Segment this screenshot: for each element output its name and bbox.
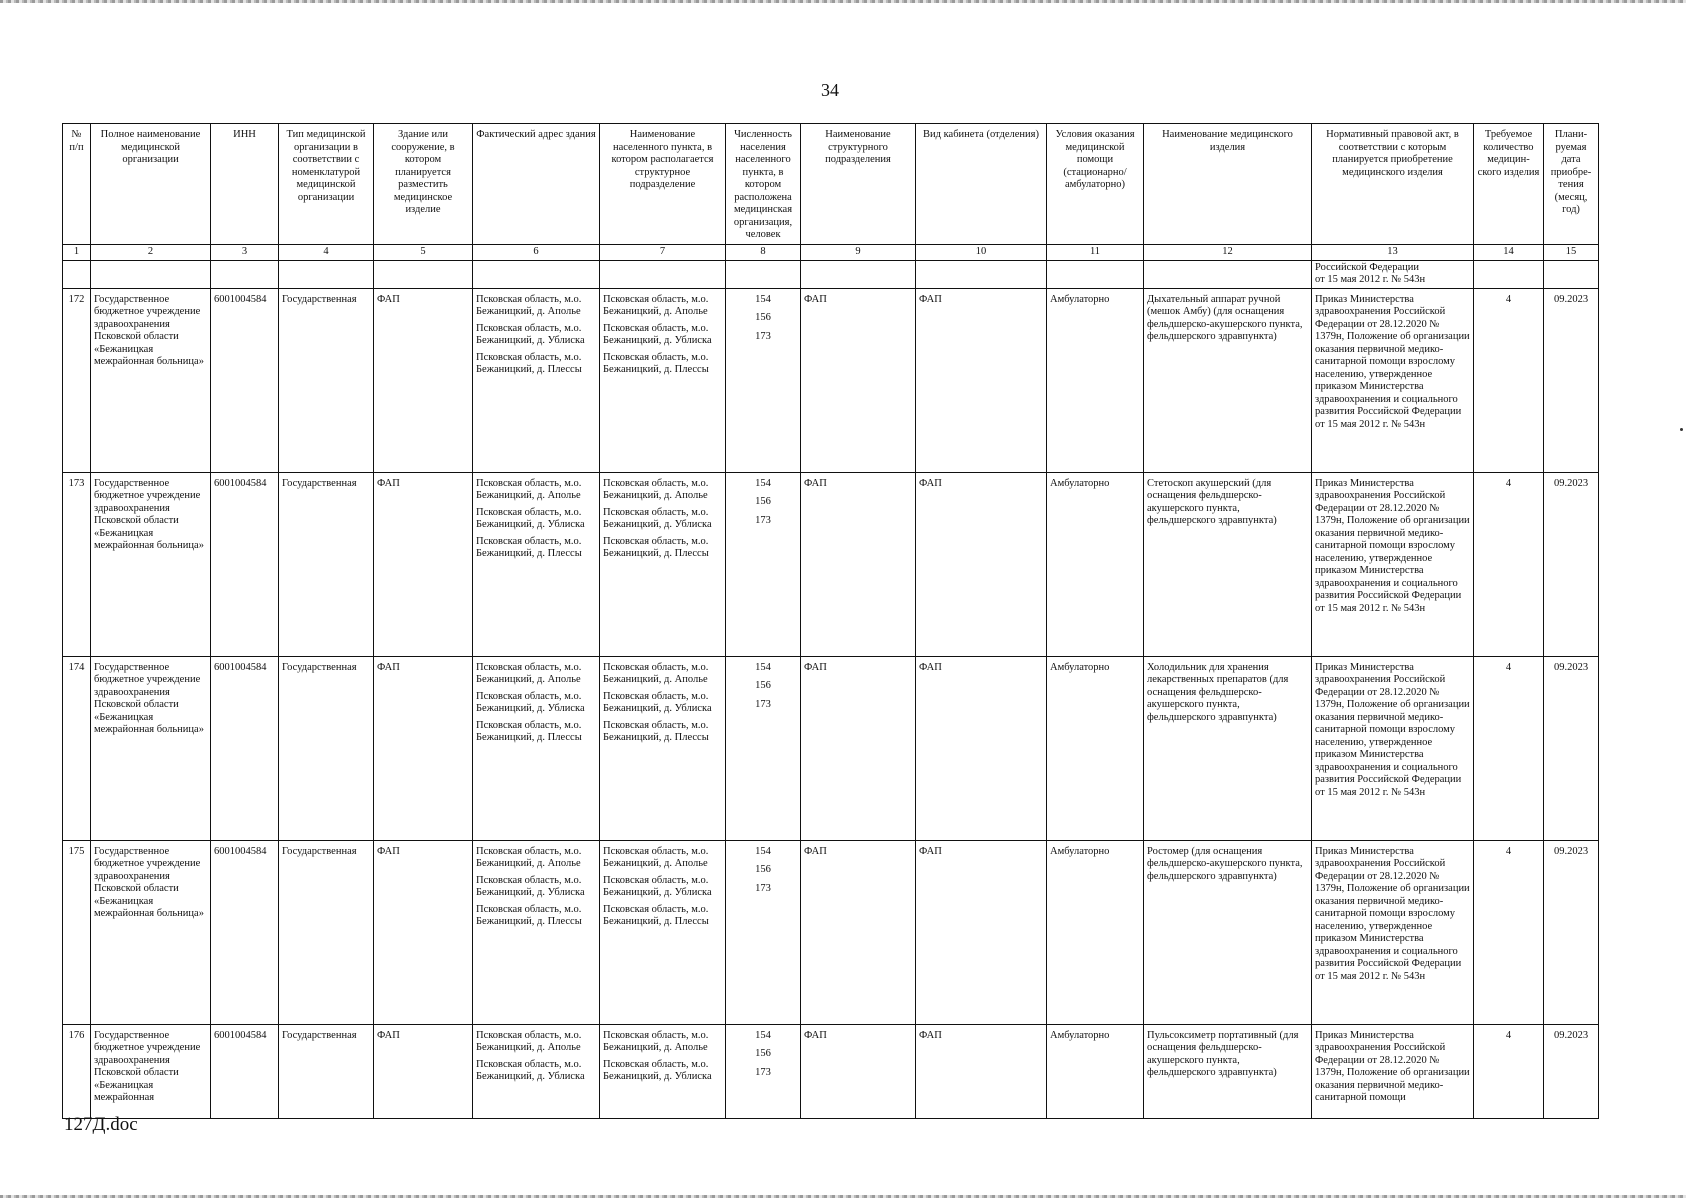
- population: [726, 1024, 801, 1118]
- quantity: 4: [1474, 472, 1544, 656]
- column-number: 9: [801, 245, 916, 261]
- device-name: Дыхательный аппарат ручной (мешок Амбу) (для оснащения фельдшерско-акушерского пункта, фельдшерского здравпункта): [1144, 288, 1312, 472]
- legal-act: Приказ Министерства здравоохранения Российской Федерации от 28.12.2020 № 1379н, Положение об организации оказания первичной медико-санитарной помощи взрослому населению, утвержденное приказом Министерства здравоохранения и социального развития Российской Федерации от 15 мая 2012 г. № 543н: [1312, 840, 1474, 1024]
- address: Псковская область, м.о. Бежаницкий, д. Ублиска: [476, 1058, 585, 1082]
- column-number: 11: [1047, 245, 1144, 261]
- empty-cell: [91, 260, 211, 288]
- column-number: 4: [279, 245, 374, 261]
- table-row: [63, 472, 1599, 656]
- device-name: Холодильник для хранения лекарственных препаратов (для оснащения фельдшерско-акушерского пункта, фельдшерского здравпункта): [1144, 656, 1312, 840]
- address: Псковская область, м.о. Бежаницкий, д. Плессы: [476, 719, 582, 743]
- address: Псковская область, м.о. Бежаницкий, д. Аполье: [476, 293, 582, 317]
- table-row: [63, 1024, 1599, 1118]
- table-row: [63, 656, 1599, 840]
- settlements: [600, 1024, 726, 1118]
- device-name: Пульсоксиметр портативный (для оснащения фельдшерско-акушерского пункта, фельдшерского здравпункта): [1144, 1024, 1312, 1118]
- structural-unit: ФАП: [801, 472, 916, 656]
- population: [726, 472, 801, 656]
- row-number: 174: [63, 656, 91, 840]
- quantity: 4: [1474, 1024, 1544, 1118]
- address: Псковская область, м.о. Бежаницкий, д. Ублиска: [476, 506, 585, 530]
- address: Псковская область, м.о. Бежаницкий, д. Плессы: [476, 535, 582, 559]
- empty-cell: [473, 260, 600, 288]
- population-value: 156: [755, 312, 771, 323]
- scan-border-bottom: [0, 1195, 1686, 1198]
- column-number: 3: [211, 245, 279, 261]
- empty-cell: [1144, 260, 1312, 288]
- planned-date: 09.2023: [1544, 656, 1599, 840]
- empty-cell: [801, 260, 916, 288]
- settlement: Псковская область, м.о. Бежаницкий, д. Аполье: [603, 477, 709, 501]
- population-value: 156: [755, 1048, 771, 1059]
- address: Псковская область, м.о. Бежаницкий, д. Ублиска: [476, 322, 585, 346]
- structural-unit: ФАП: [801, 840, 916, 1024]
- population-value: 173: [755, 1066, 771, 1078]
- settlement: Псковская область, м.о. Бежаницкий, д. Аполье: [603, 661, 709, 685]
- cabinet-type: ФАП: [916, 656, 1047, 840]
- org-type: Государственная: [279, 288, 374, 472]
- settlement: Псковская область, м.о. Бежаницкий, д. Ублиска: [603, 506, 712, 530]
- legal-act: Приказ Министерства здравоохранения Российской Федерации от 28.12.2020 № 1379н, Положение об организации оказания первичной медико-санитарной помощи: [1312, 1024, 1474, 1118]
- header-cell: Требуемое количество медицин-ского изделия: [1474, 124, 1544, 245]
- header-cell: Наименование структурного подразделения: [801, 124, 916, 245]
- planned-date: 09.2023: [1544, 288, 1599, 472]
- equipment-table: [62, 123, 1599, 1119]
- population: [726, 656, 801, 840]
- building: ФАП: [374, 472, 473, 656]
- empty-cell: [374, 260, 473, 288]
- building: ФАП: [374, 1024, 473, 1118]
- row-number: 175: [63, 840, 91, 1024]
- population-value: 173: [755, 514, 771, 526]
- settlement: Псковская область, м.о. Бежаницкий, д. Ублиска: [603, 874, 712, 898]
- table-row: [63, 288, 1599, 472]
- planned-date: 09.2023: [1544, 472, 1599, 656]
- quantity: 4: [1474, 656, 1544, 840]
- table-row: [63, 840, 1599, 1024]
- column-number: 10: [916, 245, 1047, 261]
- settlement: Псковская область, м.о. Бежаницкий, д. Ублиска: [603, 1058, 712, 1082]
- header-cell: Вид кабинета (отделения): [916, 124, 1047, 245]
- device-name: Стетоскоп акушерский (для оснащения фельдшерско-акушерского пункта, фельдшерского здравпункта): [1144, 472, 1312, 656]
- header-cell: Численность населения населенного пункта, в котором расположена медицинская организация, человек: [726, 124, 801, 245]
- header-cell: № п/п: [63, 124, 91, 245]
- column-number: 6: [473, 245, 600, 261]
- org-name: Государственное бюджетное учреждение здравоохранения Псковской области «Бежаницкая межрайонная больница»: [91, 472, 211, 656]
- inn: 6001004584: [211, 840, 279, 1024]
- population-value: 154: [755, 293, 771, 305]
- empty-cell: [600, 260, 726, 288]
- address: Псковская область, м.о. Бежаницкий, д. Плессы: [476, 351, 582, 375]
- population-value: 154: [755, 661, 771, 673]
- addresses: [473, 288, 600, 472]
- header-cell: Здание или сооружение, в котором планируется разместить медицинское изделие: [374, 124, 473, 245]
- column-number: 13: [1312, 245, 1474, 261]
- header-cell: Наименование медицинского изделия: [1144, 124, 1312, 245]
- conditions: Амбулаторно: [1047, 656, 1144, 840]
- quantity: 4: [1474, 840, 1544, 1024]
- address: Псковская область, м.о. Бежаницкий, д. Ублиска: [476, 874, 585, 898]
- settlements: [600, 840, 726, 1024]
- header-cell: Полное наименование медицинской организации: [91, 124, 211, 245]
- inn: 6001004584: [211, 288, 279, 472]
- header-cell: ИНН: [211, 124, 279, 245]
- settlement: Псковская область, м.о. Бежаницкий, д. Плессы: [603, 719, 709, 743]
- empty-cell: [1544, 260, 1599, 288]
- settlements: [600, 288, 726, 472]
- cabinet-type: ФАП: [916, 840, 1047, 1024]
- conditions: Амбулаторно: [1047, 472, 1144, 656]
- planned-date: 09.2023: [1544, 1024, 1599, 1118]
- row-number: 173: [63, 472, 91, 656]
- address: Псковская область, м.о. Бежаницкий, д. Аполье: [476, 661, 582, 685]
- empty-cell: [211, 260, 279, 288]
- population-value: 156: [755, 496, 771, 507]
- empty-cell: [63, 260, 91, 288]
- structural-unit: ФАП: [801, 288, 916, 472]
- quantity: 4: [1474, 288, 1544, 472]
- population-value: 173: [755, 698, 771, 710]
- settlement: Псковская область, м.о. Бежаницкий, д. Аполье: [603, 293, 709, 317]
- column-number: 1: [63, 245, 91, 261]
- header-cell: Наименование населенного пункта, в котором располагается структурное подразделение: [600, 124, 726, 245]
- addresses: [473, 656, 600, 840]
- act-continuation-line: Российской Федерации: [1315, 261, 1419, 273]
- conditions: Амбулаторно: [1047, 1024, 1144, 1118]
- population-value: 154: [755, 477, 771, 489]
- structural-unit: ФАП: [801, 1024, 916, 1118]
- header-cell: Условия оказания медицинской помощи (стационарно/ амбулаторно): [1047, 124, 1144, 245]
- population-value: 173: [755, 882, 771, 894]
- address: Псковская область, м.о. Бежаницкий, д. Ублиска: [476, 690, 585, 714]
- document-filename: 127Д.doc: [64, 1114, 138, 1135]
- cabinet-type: ФАП: [916, 288, 1047, 472]
- settlement: Псковская область, м.о. Бежаницкий, д. Аполье: [603, 1029, 709, 1053]
- empty-cell: [916, 260, 1047, 288]
- settlement: Псковская область, м.о. Бежаницкий, д. Ублиска: [603, 690, 712, 714]
- cabinet-type: ФАП: [916, 472, 1047, 656]
- column-number: 7: [600, 245, 726, 261]
- org-type: Государственная: [279, 840, 374, 1024]
- legal-act: Приказ Министерства здравоохранения Российской Федерации от 28.12.2020 № 1379н, Положение об организации оказания первичной медико-санитарной помощи взрослому населению, утвержденное приказом Министерства здравоохранения и социального развития Российской Федерации от 15 мая 2012 г. № 543н: [1312, 288, 1474, 472]
- column-number: 12: [1144, 245, 1312, 261]
- act-continuation-line: от 15 мая 2012 г. № 543н: [1315, 274, 1426, 285]
- org-type: Государственная: [279, 656, 374, 840]
- conditions: Амбулаторно: [1047, 840, 1144, 1024]
- device-name: Ростомер (для оснащения фельдшерско-акушерского пункта, фельдшерского здравпункта): [1144, 840, 1312, 1024]
- org-name: Государственное бюджетное учреждение здравоохранения Псковской области «Бежаницкая межрайонная больница»: [91, 840, 211, 1024]
- column-number: 8: [726, 245, 801, 261]
- addresses: [473, 472, 600, 656]
- inn: 6001004584: [211, 472, 279, 656]
- population-value: 156: [755, 680, 771, 691]
- population: [726, 288, 801, 472]
- header-cell: Нормативный правовой акт, в соответствии с которым планируется приобретение медицинского изделия: [1312, 124, 1474, 245]
- population-value: 154: [755, 1029, 771, 1041]
- addresses: [473, 840, 600, 1024]
- building: ФАП: [374, 656, 473, 840]
- settlement: Псковская область, м.о. Бежаницкий, д. Плессы: [603, 535, 709, 559]
- column-number: 2: [91, 245, 211, 261]
- org-type: Государственная: [279, 1024, 374, 1118]
- org-name: Государственное бюджетное учреждение здравоохранения Псковской области «Бежаницкая межрайонная больница»: [91, 288, 211, 472]
- structural-unit: ФАП: [801, 656, 916, 840]
- empty-cell: [726, 260, 801, 288]
- inn: 6001004584: [211, 656, 279, 840]
- address: Псковская область, м.о. Бежаницкий, д. Аполье: [476, 477, 582, 501]
- act-continuation-cell: [1312, 260, 1474, 288]
- inn: 6001004584: [211, 1024, 279, 1118]
- column-number: 15: [1544, 245, 1599, 261]
- header-cell: Фактический адрес здания: [473, 124, 600, 245]
- conditions: Амбулаторно: [1047, 288, 1144, 472]
- row-number: 172: [63, 288, 91, 472]
- column-number-row: [63, 245, 1599, 261]
- empty-cell: [279, 260, 374, 288]
- column-number: 5: [374, 245, 473, 261]
- empty-cell: [1047, 260, 1144, 288]
- population-value: 156: [755, 864, 771, 875]
- cabinet-type: ФАП: [916, 1024, 1047, 1118]
- header-row: [63, 124, 1599, 245]
- empty-cell: [1474, 260, 1544, 288]
- settlement: Псковская область, м.о. Бежаницкий, д. Плессы: [603, 351, 709, 375]
- planned-date: 09.2023: [1544, 840, 1599, 1024]
- scan-speck: [1680, 428, 1683, 431]
- building: ФАП: [374, 288, 473, 472]
- address: Псковская область, м.о. Бежаницкий, д. Плессы: [476, 903, 582, 927]
- org-name: Государственное бюджетное учреждение здравоохранения Псковской области «Бежаницкая межрайонная: [91, 1024, 211, 1118]
- row-number: 176: [63, 1024, 91, 1118]
- org-name: Государственное бюджетное учреждение здравоохранения Псковской области «Бежаницкая межрайонная больница»: [91, 656, 211, 840]
- scan-border-top: [0, 0, 1686, 3]
- legal-act: Приказ Министерства здравоохранения Российской Федерации от 28.12.2020 № 1379н, Положение об организации оказания первичной медико-санитарной помощи взрослому населению, утвержденное приказом Министерства здравоохранения и социального развития Российской Федерации от 15 мая 2012 г. № 543н: [1312, 656, 1474, 840]
- building: ФАП: [374, 840, 473, 1024]
- settlement: Псковская область, м.о. Бежаницкий, д. Плессы: [603, 903, 709, 927]
- page-number: 34: [821, 80, 839, 100]
- column-number: 14: [1474, 245, 1544, 261]
- addresses: [473, 1024, 600, 1118]
- settlement: Псковская область, м.о. Бежаницкий, д. Ублиска: [603, 322, 712, 346]
- population: [726, 840, 801, 1024]
- address: Псковская область, м.о. Бежаницкий, д. Аполье: [476, 1029, 582, 1053]
- population-value: 173: [755, 330, 771, 342]
- legal-act: Приказ Министерства здравоохранения Российской Федерации от 28.12.2020 № 1379н, Положение об организации оказания первичной медико-санитарной помощи взрослому населению, утвержденное приказом Министерства здравоохранения и социального развития Российской Федерации от 15 мая 2012 г. № 543н: [1312, 472, 1474, 656]
- settlement: Псковская область, м.о. Бежаницкий, д. Аполье: [603, 845, 709, 869]
- org-type: Государственная: [279, 472, 374, 656]
- settlements: [600, 472, 726, 656]
- header-cell: Плани-руемая дата приобре-тения (месяц, год): [1544, 124, 1599, 245]
- continuation-row: [63, 260, 1599, 288]
- population-value: 154: [755, 845, 771, 857]
- header-cell: Тип медицинской организации в соответствии с номенклатурой медицинской организации: [279, 124, 374, 245]
- address: Псковская область, м.о. Бежаницкий, д. Аполье: [476, 845, 582, 869]
- settlements: [600, 656, 726, 840]
